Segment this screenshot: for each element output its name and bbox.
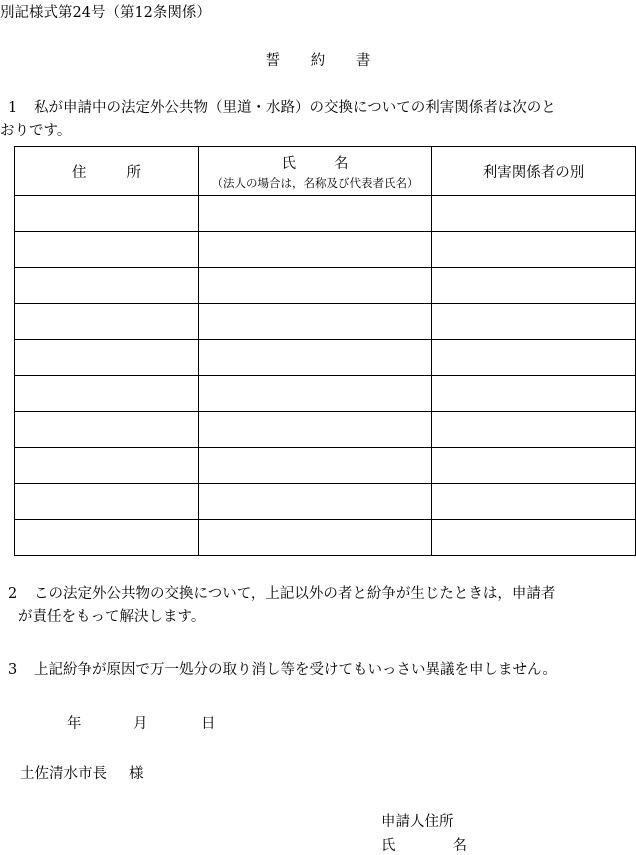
paragraph-3-number: 3: [8, 662, 18, 678]
name-cell[interactable]: [199, 340, 432, 376]
address-cell[interactable]: [15, 268, 199, 304]
name-cell[interactable]: [199, 520, 432, 556]
table-row: [15, 196, 636, 232]
paragraph-3: [8, 659, 633, 682]
addressee-name: 土佐清水市長: [20, 766, 107, 782]
relation-cell[interactable]: [432, 304, 636, 340]
date-day-label: 日: [201, 716, 216, 732]
table-row: [15, 520, 636, 556]
name-cell[interactable]: [199, 304, 432, 340]
relation-cell[interactable]: [432, 484, 636, 520]
addressee: [20, 762, 144, 783]
name-cell[interactable]: [199, 268, 432, 304]
addressee-honorific: 様: [129, 766, 144, 782]
document-title: 誓 約 書: [265, 53, 384, 69]
relation-header-label: 利害関係者の別: [482, 164, 585, 181]
relation-cell[interactable]: [432, 520, 636, 556]
relation-cell[interactable]: [432, 196, 636, 232]
address-cell[interactable]: [15, 340, 199, 376]
name-column-header: [199, 147, 432, 196]
date-month-label: 月: [133, 716, 148, 732]
paragraph-2-line-1: この法定外公共物の交換について，上記以外の者と紛争が生じたときは，申請者: [34, 586, 556, 602]
paragraph-2-number: 2: [8, 586, 18, 602]
applicant-address-label: 申請人住所: [381, 814, 454, 830]
table-row: [15, 304, 636, 340]
address-cell[interactable]: [15, 232, 199, 268]
paragraph-2-line-2: が責任をもって解決します。: [18, 609, 206, 625]
relation-cell[interactable]: [432, 412, 636, 448]
date-year-label: 年: [67, 716, 82, 732]
paragraph-1: [0, 97, 633, 143]
name-cell[interactable]: [199, 376, 432, 412]
address-cell[interactable]: [15, 196, 199, 232]
name-cell[interactable]: [199, 196, 432, 232]
paragraph-3-line-1: 上記紛争が原因で万一処分の取り消し等を受けてもいっさい異議を申しません。: [34, 662, 557, 678]
relation-cell[interactable]: [432, 340, 636, 376]
name-cell[interactable]: [199, 232, 432, 268]
address-cell[interactable]: [15, 376, 199, 412]
name-header-note: （法人の場合は，名称及び代表者氏名）: [211, 175, 419, 190]
name-cell[interactable]: [199, 448, 432, 484]
relation-cell[interactable]: [432, 376, 636, 412]
paragraph-1-line-2: おりです。: [0, 123, 72, 139]
table-row: [15, 484, 636, 520]
name-cell[interactable]: [199, 484, 432, 520]
address-cell[interactable]: [15, 412, 199, 448]
form-number-label: 別記様式第24号（第12条関係）: [0, 5, 211, 21]
name-header-label: 氏名: [281, 155, 387, 172]
paragraph-1-number: 1: [8, 100, 18, 116]
paragraph-1-line-1: 私が申請中の法定外公共物（里道・水路）の交換についての利害関係者は次のと: [34, 100, 556, 116]
address-cell[interactable]: [15, 520, 199, 556]
relation-column-header: [432, 147, 636, 196]
table-row: [15, 268, 636, 304]
address-cell[interactable]: [15, 304, 199, 340]
address-header-label: 住所: [72, 164, 181, 181]
address-column-header: [15, 147, 199, 196]
table-row: [15, 448, 636, 484]
relation-cell[interactable]: [432, 268, 636, 304]
table-row: [15, 232, 636, 268]
name-cell[interactable]: [199, 412, 432, 448]
interested-parties-table: [14, 146, 636, 556]
table-row: [15, 412, 636, 448]
table-header-row: [15, 147, 636, 196]
address-cell[interactable]: [15, 484, 199, 520]
applicant-name-label-2: 名: [452, 838, 467, 854]
table-row: [15, 340, 636, 376]
paragraph-2: [8, 583, 633, 629]
relation-cell[interactable]: [432, 232, 636, 268]
table-row: [15, 376, 636, 412]
address-cell[interactable]: [15, 448, 199, 484]
relation-cell[interactable]: [432, 448, 636, 484]
applicant-name-label-1: 氏: [381, 838, 396, 854]
